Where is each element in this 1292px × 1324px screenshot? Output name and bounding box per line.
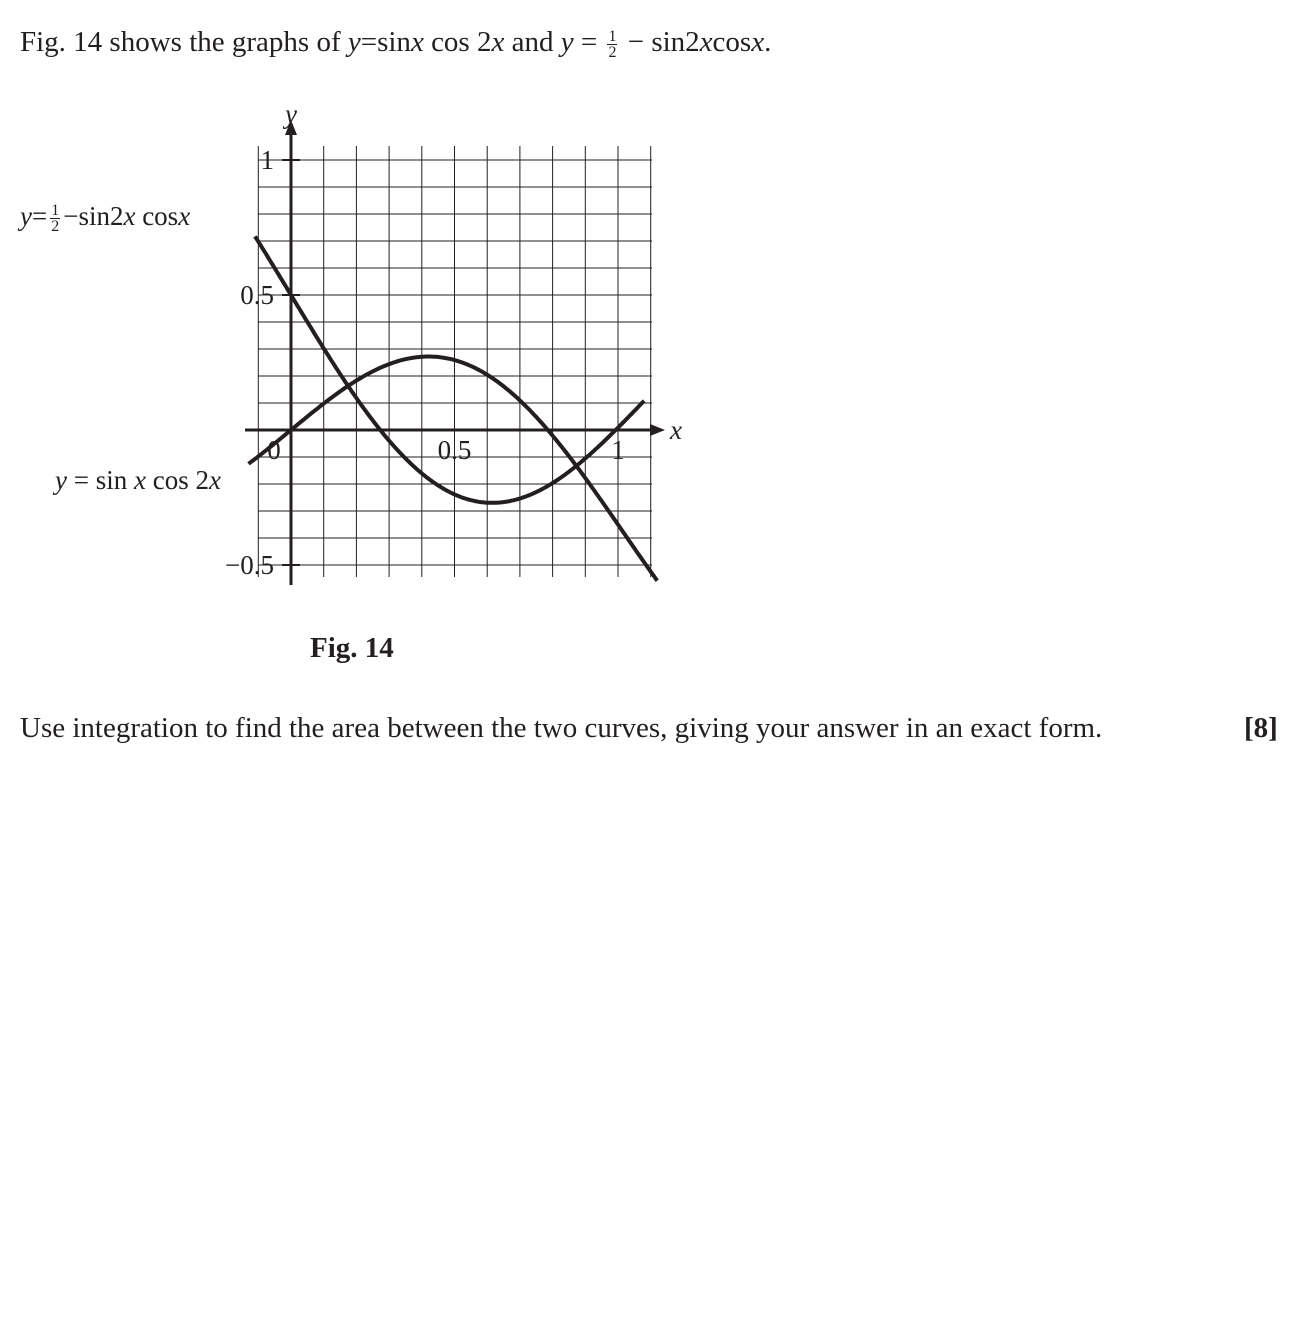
intro-text <box>20 20 1220 64</box>
eq2-x: x <box>699 26 713 58</box>
curve1-label-eq: = sin <box>66 465 134 495</box>
eq1-cos: cos 2 <box>431 26 492 58</box>
curve1-label <box>53 465 223 496</box>
curve1-label-x2: x <box>208 465 221 495</box>
intro-prefix: Fig. 14 shows the graphs of <box>20 26 341 58</box>
figure-14 <box>0 95 720 595</box>
intro-and: and <box>511 26 554 58</box>
curve1-label-cos2: cos 2 <box>145 465 209 495</box>
curve2-label-eq: = <box>31 201 48 231</box>
eq2-sin2: sin2 <box>651 26 700 58</box>
series-line-sinx-cos2x <box>249 357 658 581</box>
curve2-label-frac <box>50 203 60 234</box>
figure-caption: Fig. 14 <box>310 632 394 664</box>
eq1-sin: sin <box>377 26 411 58</box>
eq2-frac-den: 2 <box>608 43 617 61</box>
x-tick-label: 1 <box>611 435 625 465</box>
curve2-label-cos: cos <box>135 201 179 231</box>
intro-period: . <box>764 26 772 58</box>
curve2-label-sin2: −sin2 <box>63 201 124 231</box>
x-axis-label: x <box>670 415 682 445</box>
y-axis-label: y <box>285 99 297 129</box>
eq2-minus: − <box>627 26 645 58</box>
marks-badge: [8] <box>1244 712 1278 744</box>
question-text: Use integration to find the area between the two curves, giving your answer in an exact form. <box>20 712 1103 744</box>
eq2-x2: x <box>751 26 765 58</box>
x-axis-arrow-icon <box>650 424 665 436</box>
eq1-x: x <box>410 26 424 58</box>
eq1-x2: x <box>491 26 505 58</box>
curve2-label-y: y <box>20 201 32 231</box>
eq2-cos: cos <box>712 26 752 58</box>
eq2-frac-num: 1 <box>608 27 617 45</box>
eq1-equals: = <box>360 26 378 58</box>
eq2-half-fraction <box>607 29 617 60</box>
x-tick-label: 0 <box>267 435 281 465</box>
curve2-label-x2: x <box>178 201 191 231</box>
curve2-label-num: 1 <box>51 202 60 220</box>
curve1-label-y: y <box>55 465 67 495</box>
curve2-label-x: x <box>123 201 136 231</box>
y-tick-label: 1 <box>260 145 274 175</box>
curve2-label-den: 2 <box>51 218 60 236</box>
y-tick-label: −0.5 <box>225 550 274 580</box>
curve2-label <box>18 201 192 234</box>
chart-svg <box>0 95 720 595</box>
eq1-lhs: y <box>347 26 361 58</box>
y-tick-label: 0.5 <box>240 280 274 310</box>
eq2-lhs: y <box>560 26 574 58</box>
eq2-equals: = <box>580 26 598 58</box>
curve1-label-x: x <box>133 465 146 495</box>
x-tick-label: 0.5 <box>437 435 472 465</box>
